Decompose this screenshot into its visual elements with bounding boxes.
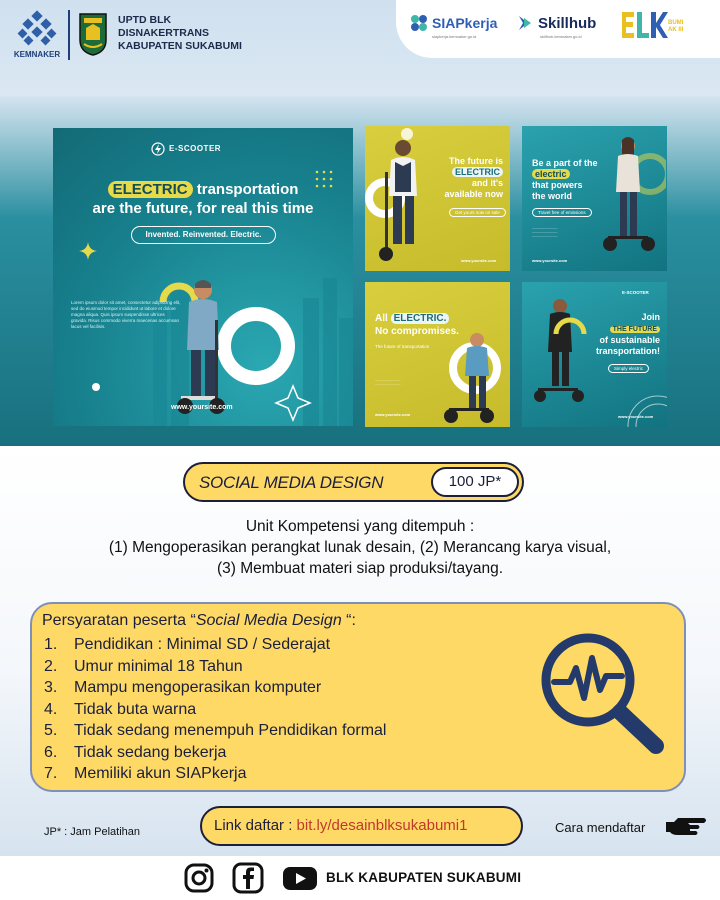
card4-line: of sustainable	[599, 335, 660, 345]
bumi-line: BUMI	[668, 20, 684, 26]
card-tagline: Invented. Reinvented. Electric.	[131, 226, 276, 244]
competency-line: (1) Mengoperasikan perangkat lunak desain, (2) Merancang karya visual,	[108, 539, 612, 556]
card3-subtitle: The future of transportation	[375, 344, 430, 349]
requirements-heading-suffix: “:	[341, 612, 356, 629]
skillhub-text: Skillhub	[538, 14, 597, 32]
headline-line2: are the future, for real this time	[92, 200, 314, 217]
card-body-text: Lorem ipsum dolor sit amet, consectetur adipiscing elit, sed do eiusmod tempor incididunt ut labore et dolore magna aliqua. Quis ipsum suspendisse ultrices gravida. Risus commodo viverra maecenas accumsan lacus vel facilisis.	[71, 300, 181, 329]
magnifier-pulse-icon	[536, 628, 668, 760]
bumi-text	[668, 20, 683, 34]
card1-line: and it's	[471, 178, 503, 188]
kabupaten-sukabumi-crest-icon	[78, 12, 108, 56]
card4-arc-graphic	[618, 386, 667, 427]
requirement-item	[44, 677, 386, 699]
requirement-number: 6.	[44, 743, 58, 761]
blk-letters-icon	[620, 8, 668, 42]
partner-logos	[396, 0, 720, 58]
card2-site: www.yoursite.com	[532, 258, 568, 263]
requirement-item	[44, 742, 386, 764]
requirement-item	[44, 656, 386, 678]
headline-part: transportation	[192, 181, 299, 198]
requirement-number: 4.	[44, 700, 58, 718]
card4-site: www.yoursite.com	[618, 414, 654, 419]
requirement-text: Pendidikan : Minimal SD / Sederajat	[74, 636, 331, 653]
card2-button: Travel free of emissions	[532, 208, 592, 217]
youtube-icon[interactable]	[282, 862, 318, 894]
requirement-text: Tidak sedang bekerja	[74, 743, 227, 761]
org-name	[118, 14, 242, 53]
requirement-item	[44, 634, 386, 656]
card4-line: transportation!	[596, 346, 660, 356]
facebook-icon[interactable]	[232, 862, 264, 894]
card3-line: No compromises.	[375, 326, 459, 337]
kemnaker-emblem-icon	[15, 10, 59, 50]
design-showcase	[0, 96, 720, 446]
siapkerja-icon	[410, 14, 428, 32]
course-title: SOCIAL MEDIA DESIGN	[199, 473, 384, 492]
card4-brand: E-SCOOTER	[622, 290, 649, 295]
competency-line: (3) Membuat materi siap produksi/tayang.	[216, 560, 504, 577]
card2-line: the world	[532, 191, 572, 201]
how-to-register-label[interactable]: Cara mendaftar	[555, 820, 646, 835]
requirement-text: Tidak buta warna	[74, 700, 197, 718]
jp-footnote: JP* : Jam Pelatihan	[44, 826, 140, 838]
showcase-card-yellow-2	[365, 282, 510, 427]
card2-line: Be a part of the	[532, 158, 598, 168]
siapkerja-logo	[410, 14, 498, 39]
siapkerja-subtext: siapkerja.kemnaker.go.id	[432, 34, 477, 39]
header	[0, 0, 720, 96]
requirement-text: Mampu mengoperasikan komputer	[74, 679, 322, 696]
card4-highlight: THE FUTURE	[610, 326, 660, 333]
requirement-item	[44, 720, 386, 742]
requirements-heading-course: Social Media Design	[195, 612, 342, 629]
headline-highlight: ELECTRIC	[108, 181, 193, 198]
card2-highlight: electric	[532, 169, 570, 179]
requirement-number: 7.	[44, 765, 58, 782]
showcase-card-teal-1	[522, 126, 667, 271]
org-line: UPTD BLK	[118, 14, 172, 26]
competency-units	[0, 516, 720, 579]
kemnaker-logo	[12, 10, 62, 64]
card-headline	[53, 180, 353, 218]
blk-bumi-logo	[620, 8, 708, 42]
requirements-box	[30, 602, 686, 792]
social-account-name: BLK KABUPATEN SUKABUMI	[326, 870, 522, 885]
competency-heading: Unit Kompetensi yang ditempuh :	[245, 518, 475, 535]
registration-link[interactable]: bit.ly/desainblksukabumi1	[296, 817, 468, 834]
requirement-text: Umur minimal 18 Tahun	[74, 657, 243, 675]
requirement-number: 1.	[44, 636, 58, 653]
card1-headline	[441, 156, 503, 200]
card3-word: All	[375, 313, 391, 324]
card2-filler-lines: ──────────── ──────────── ────────────	[532, 226, 558, 238]
header-divider	[68, 10, 70, 60]
card3-highlight: ELECTRIC.	[391, 313, 450, 324]
card-brand: E-SCOOTER	[169, 144, 222, 153]
card1-line: The future is	[448, 156, 503, 166]
card4-headline	[576, 312, 660, 357]
link-label: Link daftar :	[214, 817, 297, 834]
org-line: DISNAKERTRANS	[118, 27, 210, 39]
requirement-number: 2.	[44, 657, 58, 675]
skillhub-subtext: skillhub.kemnaker.go.id	[540, 34, 582, 39]
sparkle-icon	[79, 242, 97, 260]
requirements-list	[44, 634, 386, 785]
skillhub-chevron-icon	[516, 14, 534, 32]
man-on-scooter-image	[435, 322, 510, 427]
requirement-item	[44, 763, 386, 785]
requirements-heading-prefix: Persyaratan peserta “	[42, 612, 196, 629]
course-title-pill	[183, 462, 524, 502]
card1-highlight: ELECTRIC	[452, 167, 503, 177]
footer	[0, 856, 720, 900]
card-site: www.yoursite.com	[171, 404, 233, 411]
woman-on-scooter-image	[598, 132, 666, 262]
skillhub-logo	[516, 14, 597, 39]
card3-site: www.yoursite.com	[375, 412, 411, 417]
course-hours-badge: 100 JP*	[431, 467, 519, 497]
card1-button: Get yours now on sale	[449, 208, 506, 217]
card4-line: Join	[641, 312, 660, 322]
dot-grid-icon	[315, 170, 337, 188]
card1-line: available now	[444, 189, 503, 199]
requirement-text: Tidak sedang menempuh Pendidikan formal	[74, 722, 387, 739]
org-line: KABUPATEN SUKABUMI	[118, 40, 242, 52]
showcase-card-teal-2	[522, 282, 667, 427]
card3-filler-lines: ──────────── ────────────	[375, 378, 401, 386]
requirement-number: 3.	[44, 679, 58, 696]
showcase-card-yellow-1	[365, 126, 510, 271]
pointing-hand-icon	[664, 812, 708, 840]
instagram-icon[interactable]	[183, 862, 215, 894]
requirement-item	[44, 699, 386, 721]
lightning-icon	[151, 142, 165, 156]
card4-button: Simply electric	[608, 364, 649, 373]
card2-headline	[532, 158, 598, 202]
dot-decoration	[91, 382, 101, 392]
requirements-heading	[42, 612, 356, 630]
card2-line: that powers	[532, 180, 583, 190]
registration-link-pill	[200, 806, 523, 846]
requirement-number: 5.	[44, 722, 58, 739]
bumi-line: AK III	[668, 27, 684, 33]
siapkerja-text: SIAPkerja	[432, 15, 498, 31]
kemnaker-label: KEMNAKER	[13, 50, 61, 59]
card1-site: www.yoursite.com	[461, 258, 497, 263]
requirement-text: Memiliki akun SIAPkerja	[74, 765, 247, 782]
showcase-card-main	[53, 128, 353, 426]
